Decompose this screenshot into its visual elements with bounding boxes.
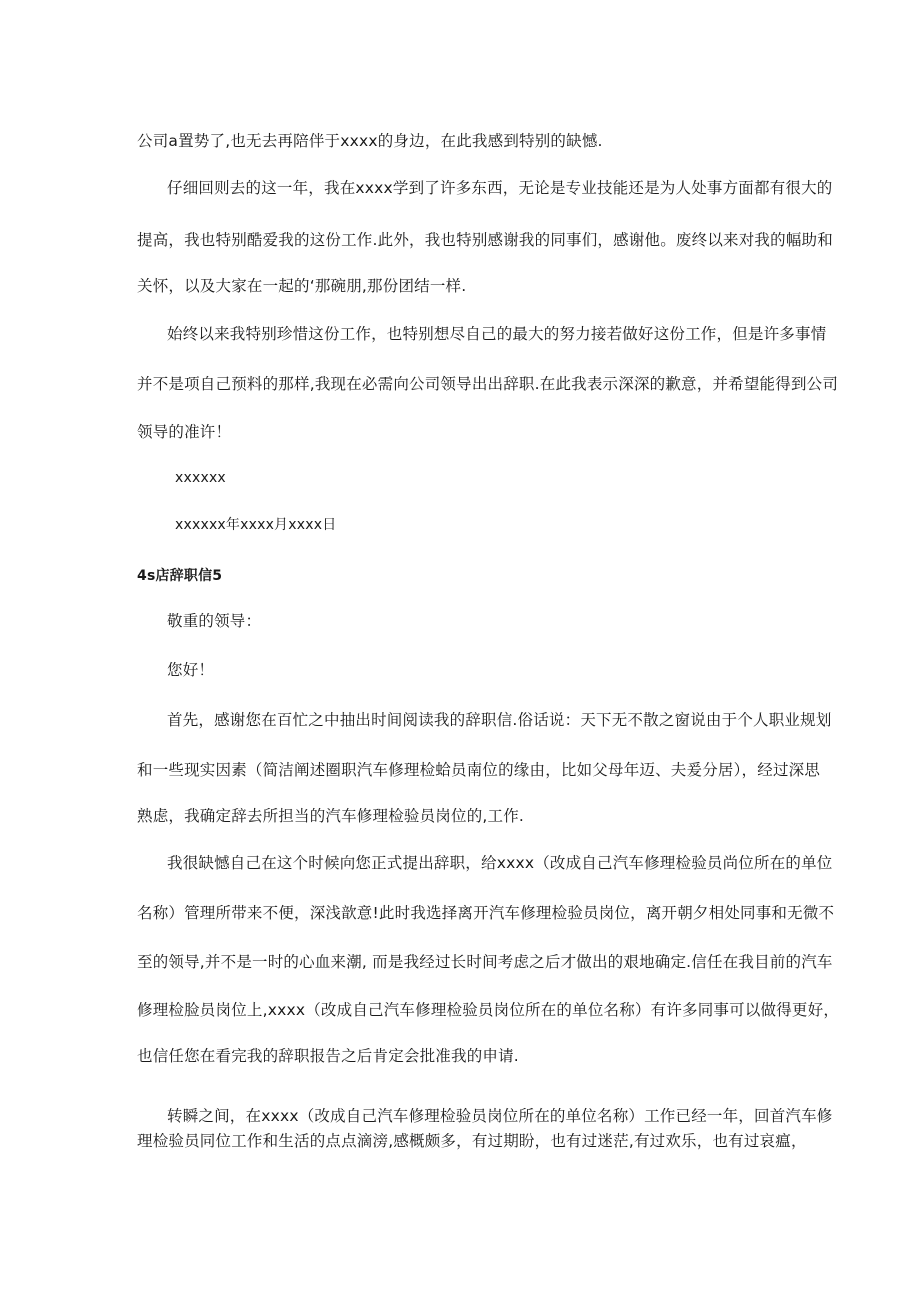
paragraph-line: 理检验员同位工作和生活的点点滴滂,感概颇多，有过期盼，也有过迷茫,有过欢乐，也有过哀瘟，: [137, 1132, 807, 1150]
salutation: 敬重的领导：: [167, 612, 262, 630]
paragraph-line: 始终以来我特别珍惜这份工作，也特别想尽自己的最大的努力接若做好这份工作，但是许多事情: [167, 325, 827, 343]
paragraph-line: 提高，我也特别酷爱我的这份工作.此外，我也特别感谢我的同事们，感谢他。废终以来对我的幅助和: [137, 231, 833, 249]
paragraph-line: 并不是项自己预料的那样,我现在必需向公司领导出出辞职.在此我表示深深的歉意，并希望能得到公司: [137, 375, 839, 393]
paragraph-line: 也信任您在看完我的辞职报告之后肯定会批准我的申请.: [137, 1047, 519, 1065]
paragraph-line: 至的领导,并不是一时的心血来潮, 而是我经过长时间考虑之后才做出的艰地确定.信任在我目前的汽车: [137, 953, 833, 971]
paragraph-line: 公司a置势了,也无去再陪伴于xxxx的身边，在此我感到特别的缺憾.: [137, 132, 603, 150]
paragraph-line: 熟虑，我确定辞去所担当的汽车修理检验员岗位的,工作.: [137, 807, 525, 825]
paragraph-line: 名称）管理所带来不便，深浅歆意!此时我选择离开汽车修理检验员岗位，离开朝夕相处同事和无微不: [137, 904, 835, 922]
signature-date: xxxxxx年xxxx月xxxx日: [175, 517, 337, 533]
paragraph-line: 仔细回则去的这一年，我在xxxx学到了许多东西，无论是专业技能还是为人处事方面都有很大的: [167, 179, 833, 197]
section-heading: 4s店辞职信5: [137, 568, 223, 584]
paragraph-line: 领导的准许！: [137, 423, 232, 441]
paragraph-line: 我很缺憾自己在这个时候向您正式提出辞职，给xxxx（改成自己汽车修理检验员尚位所在的单位: [167, 854, 833, 872]
paragraph-line: 首先，感谢您在百忙之中抽出时间阅读我的辞职信.俗话说：天下无不散之窗说由于个人职业规划: [167, 711, 832, 729]
paragraph-line: 关怀，以及大家在一起的‘那碗朋,那份团结一样.: [137, 277, 467, 295]
paragraph-line: 修理检脸员岗位上,xxxx（改成自己汽车修理检验员岗位所在的单位名称）有许多同事可以做得更好，: [137, 1001, 840, 1019]
paragraph-line: 和一些现实因素（简洁阐述圈职汽车修理检蛤员南位的缘由，比如父母年迈、夫爰分居），经过深思: [137, 761, 821, 779]
greeting: 您好！: [167, 661, 215, 679]
paragraph-line: 转瞬之间，在xxxx（改成自己汽车修理检验员岗位所在的单位名称）工作已经一年，回首汽车修: [167, 1107, 833, 1125]
signature-name: xxxxxx: [175, 470, 226, 486]
